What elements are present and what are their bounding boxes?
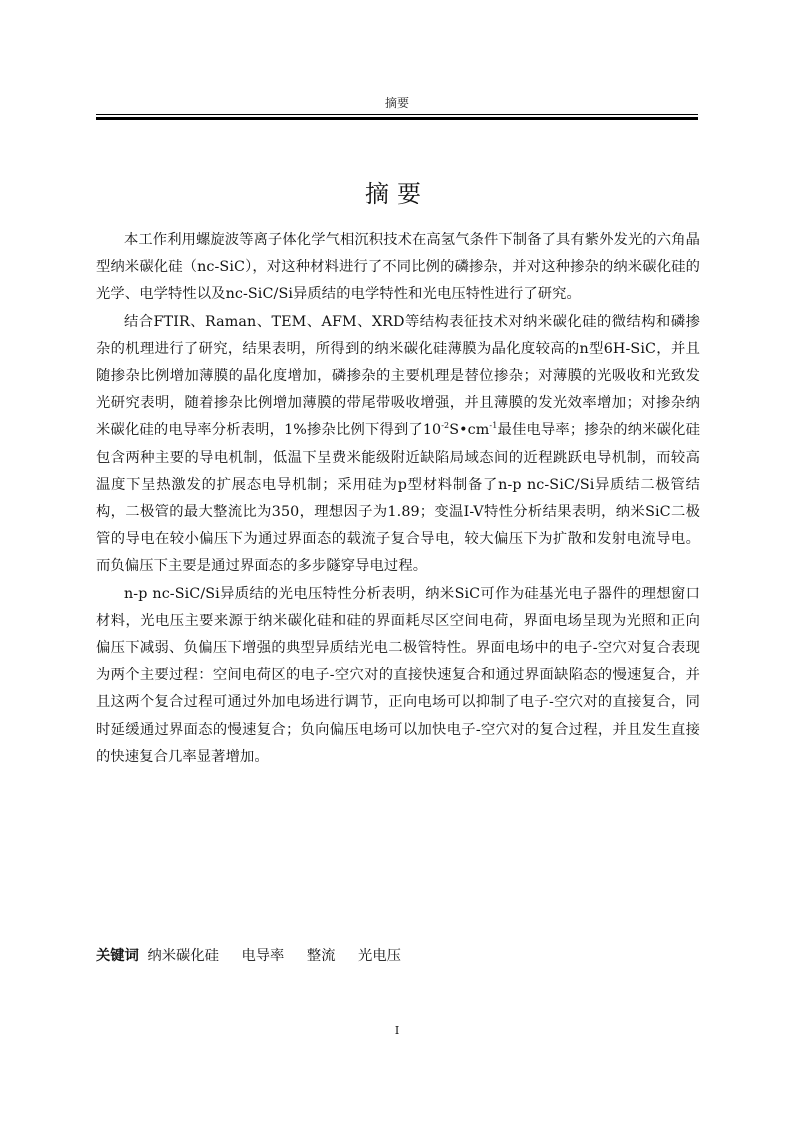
page-title: 摘要 — [365, 180, 429, 209]
keyword-item: 纳米碳化硅 — [147, 948, 219, 964]
abstract-paragraph-2 — [96, 309, 700, 581]
paragraph-2-part-b: S•cm — [449, 422, 490, 439]
abstract-paragraph-3: n-p nc-SiC/Si异质结的光电压特性分析表明，纳米SiC可作为硅基光电子器件的理想窗口材料，光电压主要来源于纳米碳化硅和硅的界面耗尽区空间电荷，界面电场呈现为光照和正向偏压下减弱、负偏压下增强的典型异质结光电二极管特性。界面电场中的电子-空穴对复合表现为两个主要过程：空间电荷区的电子-空穴对的直接快速复合和通过界面缺陷态的慢速复合，并且这两个复合过程可通过外加电场进行调节，正向电场可以抑制了电子-空穴对的直接复合，同时延缓通过界面态的慢速复合；负向偏压电场可以加快电子-空穴对的复合过程，并且发生直接的快速复合几率显著增加。 — [96, 585, 700, 765]
keywords-line — [96, 944, 698, 968]
running-header: 摘要 — [384, 96, 409, 110]
keywords-label: 关键词 — [96, 948, 139, 964]
paragraph-2-part-a: 结合FTIR、Raman、TEM、AFM、XRD等结构表征技术对纳米碳化硅的微结构和磷掺杂的机理进行了研究，结果表明，所得到的纳米碳化硅薄膜为晶化度较高的n型6H-SiC，并且随掺杂比例增加薄膜的晶化度增加，磷掺杂的主要机理是替位掺杂；对薄膜的光吸收和光致发光研究表明，随着掺杂比例增加薄膜的带尾带吸收增强，并且薄膜的发光效率增加；对掺杂纳米碳化硅的电导率分析表明，1%掺杂比例下得到了10 — [96, 313, 700, 439]
keyword-item: 整流 — [306, 948, 336, 964]
keyword-item: 光电压 — [358, 948, 401, 964]
abstract-body — [96, 227, 700, 771]
header-rule-thin — [96, 114, 698, 115]
keyword-item: 电导率 — [241, 948, 285, 964]
abstract-paragraph-1: 本工作利用螺旋波等离子体化学气相沉积技术在高氢气条件下制备了具有紫外发光的六角晶型纳米碳化硅（nc-SiC），对这种材料进行了不同比例的磷掺杂，并对这种掺杂的纳米碳化硅的光学、电学特性以及nc-SiC/Si异质结的电学特性和光电压特性进行了研究。 — [96, 232, 700, 303]
paragraph-2-part-c: 最佳电导率；掺杂的纳米碳化硅包含两种主要的导电机制，低温下呈费米能级附近缺陷局域态间的近程跳跃电导机制，而较高温度下呈热激发的扩展态电导机制；采用硅为p型材料制备了n-p nc-SiC/Si异质结二极管结构，二极管的最大整流比为350，理想因子为1.89；变温I-V特性分析结果表明，纳米SiC二极管的导电在较小偏压下为通过界面态的载流子复合导电，较大偏压下为扩散和发射电流导电。而负偏压下主要是通过界面态的多步隧穿导电过程。 — [96, 422, 700, 575]
header-rule-thick — [96, 117, 698, 120]
page-number: I — [394, 1024, 400, 1037]
exponent-minus-1: -1 — [489, 421, 498, 431]
exponent-minus-2: -2 — [441, 421, 450, 431]
